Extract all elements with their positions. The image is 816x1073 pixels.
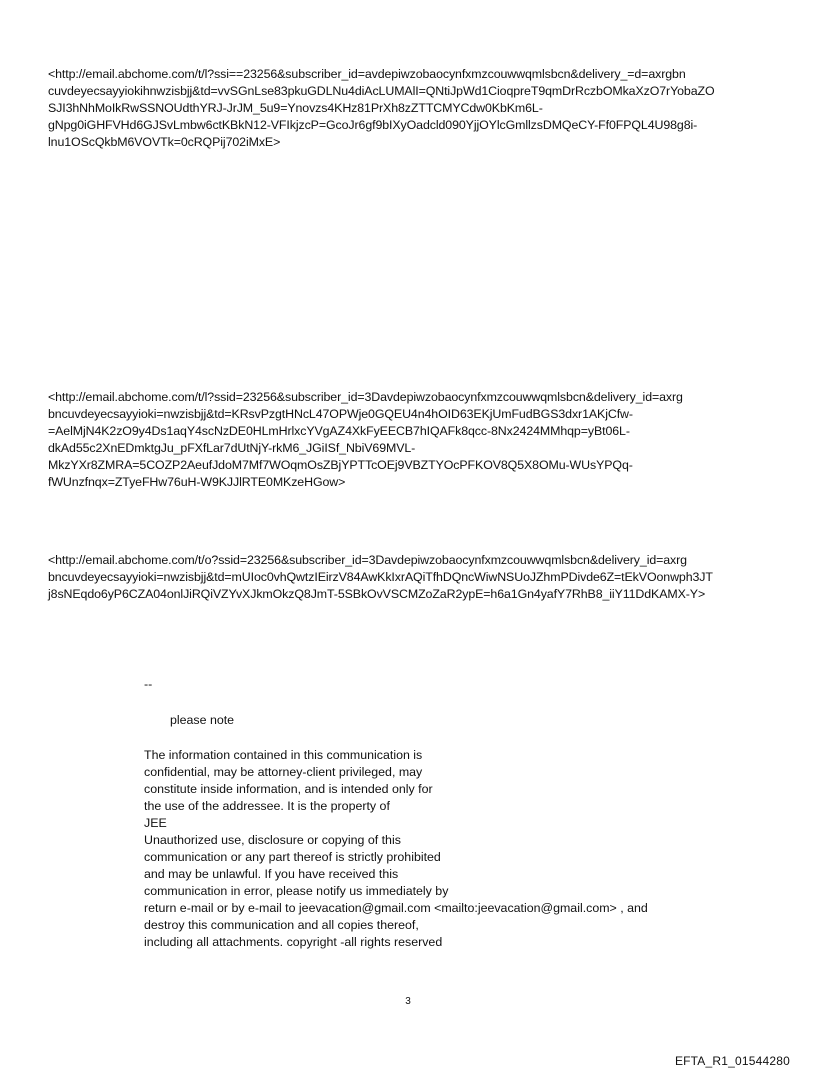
link-line: bncuvdeyecsayyioki=nwzisbjj&td=KRsvPzgtHNcL47OPWje0GQEU4n4hOID63EKjUmFudBGS3dxr1AKjCfw- — [48, 407, 633, 421]
notice-line: communication in error, please notify us immediately by — [144, 884, 449, 898]
page-number: 3 — [405, 996, 411, 1007]
tracking-link-2[interactable] — [48, 389, 778, 491]
link-line: cuvdeyecsayyiokihnwzisbjj&td=vvSGnLse83pkuGDLNu4diAcLUMAlI=QNtiJpWd1CioqpreT9qmDrRczbOMkaXzO7rYobaZO — [48, 84, 715, 98]
link-line: gNpg0iGHFVHd6GJSvLmbw6ctKBkN12-VFIkjzcP=GcoJr6gf9bIXyOadcld090YjjOYlcGmllzsDMQeCY-Ff0FPQL4U98g8i- — [48, 118, 698, 132]
notice-line: and may be unlawful. If you have received this — [144, 867, 399, 881]
tracking-link-1[interactable] — [48, 66, 778, 151]
notice-line: The information contained in this communication is — [144, 748, 423, 762]
notice-line: destroy this communication and all copies thereof, — [144, 918, 419, 932]
link-line: <http://email.abchome.com/t/l?ssid=23256&subscriber_id=3Davdepiwzobaocynfxmzcouwwqmlsbcn&delivery_id=axrg — [48, 390, 683, 404]
link-line: lnu1OScQkbM6VOVTk=0cRQPij702iMxE> — [48, 135, 281, 149]
signature-note: please note — [170, 713, 235, 727]
link-line: j8sNEqdo6yP6CZA04onlJiRQiVZYvXJkmOkzQ8JmT-5SBkOvVSCMZoZaR2ypE=h6a1Gn4yafY7RhB8_iiY11DdKAMX-Y> — [48, 587, 706, 601]
link-line: MkzYXr8ZMRA=5COZP2AeufJdoM7Mf7WOqmOsZBjYPTTcOEj9VBZTYOcPFKOV8Q5X8OMu-WUsYPQq- — [48, 458, 633, 472]
notice-line-email[interactable]: return e-mail or by e-mail to jeevacation@gmail.com <mailto:jeevacation@gmail.com> , and — [144, 901, 648, 915]
link-line: dkAd55c2XnEDmktgJu_pFXfLar7dUtNjY-rkM6_JGiISf_NbiV69MVL- — [48, 441, 416, 455]
notice-line: communication or any part thereof is strictly prohibited — [144, 850, 441, 864]
link-line: <http://email.abchome.com/t/l?ssi==23256&subscriber_id=avdepiwzobaocynfxmzcouwwqmlsbcn&delivery_=d=axrgbn — [48, 67, 686, 81]
signature-separator: -- — [144, 677, 153, 691]
link-line: =AelMjN4K2zO9y4Ds1aqY4scNzDE0HLmHrlxcYVgAZ4XkFyEECB7hIQAFk8qcc-8Nx2424MMhqp=yBt06L- — [48, 424, 630, 438]
tracking-link-3[interactable] — [48, 552, 778, 603]
notice-line: confidential, may be attorney-client privileged, may — [144, 765, 423, 779]
link-line: bncuvdeyecsayyioki=nwzisbjj&td=mUIoc0vhQwtzIEirzV84AwKkIxrAQiTfhDQncWiwNSUoJZhmPDivde6Z=tEkVOonwph3JT — [48, 570, 713, 584]
document-id: EFTA_R1_01544280 — [674, 1054, 790, 1068]
link-line: fWUnzfnqx=ZTyeFHw76uH-W9KJJlRTE0MKzeHGow> — [48, 475, 346, 489]
link-line: SJI3hNhMoIkRwSSNOUdthYRJ-JrJM_5u9=Ynovzs4KHz81PrXh8zZTTCMYCdw0KbKm6L- — [48, 101, 543, 115]
notice-line: including all attachments. copyright -all rights reserved — [144, 935, 443, 949]
link-line: <http://email.abchome.com/t/o?ssid=23256&subscriber_id=3Davdepiwzobaocynfxmzcouwwqmlsbcn&delivery_id=axrg — [48, 553, 687, 567]
notice-line: constitute inside information, and is intended only for — [144, 782, 433, 796]
notice-line: Unauthorized use, disclosure or copying of this — [144, 833, 401, 847]
notice-line: JEE — [144, 816, 167, 830]
notice-line: the use of the addressee. It is the property of — [144, 799, 390, 813]
confidentiality-notice — [144, 747, 648, 951]
